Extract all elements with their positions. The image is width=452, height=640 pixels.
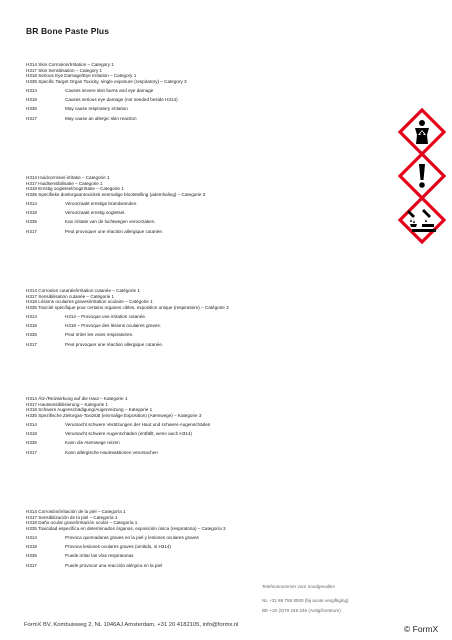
hazard-code: H317 [26,341,37,347]
hazard-statement-row [26,88,316,94]
hazard-text: H318 – Provoque des lésions oculaires graves. [65,323,162,329]
hazard-statement-row [26,544,316,550]
hazard-code: H317 [26,115,37,121]
hazard-text: Verursacht schwere Augenschäden (entfällt, wenn auch H314) [65,431,192,437]
hazard-code: H335 [26,106,37,112]
hazard-statement-row [26,450,316,456]
hazard-class-line: H318 Lésions oculaires graves/irritation oculaire – Catégorie 1 [26,299,153,305]
hazard-text: May cause an allergic skin reaction [65,115,137,121]
hazard-class-line: H335 Toxicidad específica en determinados órganos, exposición única (respiratoria) – Categoría 3 [26,525,226,531]
hazard-class-line: H335 Specific Target Organ Toxicity, single exposure (respiratory) – Category 3 [26,78,187,84]
hazard-class-line: H335 Toxicité spécifique pour certains organes cibles, exposition unique (respiratoire) – Catégorie 3 [26,304,229,310]
hazard-statement-row [26,431,316,437]
hazard-class-line: H318 Daño ocular grave/irritación ocular – Categoría 1 [26,520,138,526]
hazard-statement-row [26,535,316,541]
hazard-statement-row [26,332,316,338]
emergency-heading: Telefoonnummer voor noodgevallen [262,584,336,589]
hazard-statement-row [26,97,316,103]
hazard-code: H335 [26,440,37,446]
hazard-code: H314 [26,200,37,206]
hazard-code: H318 [26,323,37,329]
hazard-class-line: H317 Sensibilisation cutanée – Catégorie 1 [26,293,115,299]
hazard-text: Peut provoquer une réaction allergique cutanée. [65,228,164,234]
hazard-statement-row [26,106,316,112]
hazard-code: H317 [26,449,37,455]
hazard-class-line: H317 Skin Sensitisation – Category 1 [26,67,103,73]
hazard-statement-row [26,553,316,559]
hazard-text: Verursacht schwere Verätzungen der Haut und schwere Augenschäden [65,421,211,427]
hazard-code: H314 [26,534,37,540]
hazard-code: H317 [26,562,37,568]
hazard-text: Peut provoquer une réaction allergique cutanée. [65,341,164,347]
health-hazard-icon [398,108,446,156]
hazard-code: H318 [26,431,37,437]
hazard-statement-row [26,229,316,235]
brand-mark: © FormX [404,624,439,634]
hazard-statement-row [26,342,316,348]
corrosion-icon [398,196,446,244]
hazard-text: Puede irritar las vías respiratorias [65,553,134,559]
exclamation-mark-icon [398,152,446,200]
hazard-text: May cause respiratory irritation [65,106,128,112]
hazard-section-fr [26,288,316,347]
hazard-section-en [26,62,316,121]
company-footer: FormX BV, Kombuisweg 2, NL 1046AJ Amsterdam, +31 20 4182105, info@formx.nl [24,622,239,628]
hazard-text: Peut irriter les voies respiratoires. [65,332,134,338]
hazard-statement-row [26,563,316,569]
hazard-code: H314 [26,421,37,427]
hazard-text: Kann die Atemwege reizen [65,440,120,446]
hazard-class-line: H314 Corrosión/irritación de la piel – Categoría 1 [26,509,126,514]
hazard-class-line: H314 Corrosion cutanée/irritation cutanée – Catégorie 1 [26,288,140,293]
hazard-class-line: H318 Ernstig oogletsel/oogirritatie – Categorie 1 [26,186,124,192]
hazard-code: H317 [26,228,37,234]
hazard-statement-row [26,116,316,122]
hazard-code: H314 [26,313,37,319]
hazard-section-de [26,396,316,455]
hazard-statement-row [26,210,316,216]
hazard-class-line: H318 Schwere Augenschädigung/Augenreizung – Kategorie 1 [26,407,153,413]
hazard-code: H318 [26,97,37,103]
hazard-class-line: H335 Spezifische Zielorgan-Toxizität (einmalige Exposition) (Atemwege) – Kategorie 3 [26,412,202,418]
hazard-code: H335 [26,219,37,225]
hazard-text: Veroorzaakt ernstig oogletsel. [65,210,126,216]
hazard-text: Causes severe skin burns and eye damage [65,87,154,93]
hazard-text: H314 – Provoque une irritation cutanée. [65,313,147,319]
hazard-class-line: H317 Hautsensibilisierung – Kategorie 1 [26,401,108,407]
hazard-text: Provoca lesiones oculares graves (omitido, si H314) [65,544,171,550]
hazard-text: Kan irritatie van de luchtwegen veroorzaken. [65,219,156,225]
hazard-text: Provoca quemaduras graves en la piel y lesiones oculares graves [65,534,199,540]
hazard-text: Puede provocar una reacción alérgica en la piel [65,562,163,568]
hazard-statement-row [26,314,316,320]
hazard-class-line: H318 Serious Eye Damage/Eye Irritation – Category 1 [26,73,137,79]
hazard-code: H318 [26,210,37,216]
hazard-code: H318 [26,544,37,550]
hazard-text: Veroorzaakt ernstige brandwonden. [65,200,138,206]
hazard-class-line: H317 Huidsensibilisatie – Categorie 1 [26,180,103,186]
emergency-number-be: BE +32 (0)70 245 245 (Antigifcentrum) [262,608,341,613]
hazard-code: H335 [26,553,37,559]
hazard-class-line: H335 Specifieke doelorgaantoxiciteit eenmalige blootstelling (ademhaling) – Categorie 3 [26,191,206,197]
hazard-code: H314 [26,87,37,93]
hazard-section-nl [26,175,316,234]
hazard-class-line: H314 Huidcorrosie/-irritatie – Categorie 1 [26,175,110,180]
hazard-class-line: H314 Skin Corrosion/Irritation – Category 1 [26,62,114,67]
emergency-number-nl: NL +31 88 755 8000 (bij acute vergiftiging) [262,598,349,603]
hazard-statement-row [26,422,316,428]
hazard-text: Causes serious eye damage (not needed beside H314) [65,97,178,103]
hazard-code: H335 [26,332,37,338]
hazard-statement-row [26,219,316,225]
hazard-statement-row [26,440,316,446]
hazard-class-line: H317 Sensibilización de la piel – Categoría 1 [26,514,118,520]
hazard-text: Kann allergische Hautreaktionen verursachen [65,449,158,455]
hazard-section-es [26,509,316,568]
hazard-class-line: H314 Ätz-/Reizwirkung auf die Haut – Kategorie 1 [26,396,128,401]
hazard-statement-row [26,201,316,207]
page-title: BR Bone Paste Plus [26,26,110,36]
hazard-statement-row [26,323,316,329]
